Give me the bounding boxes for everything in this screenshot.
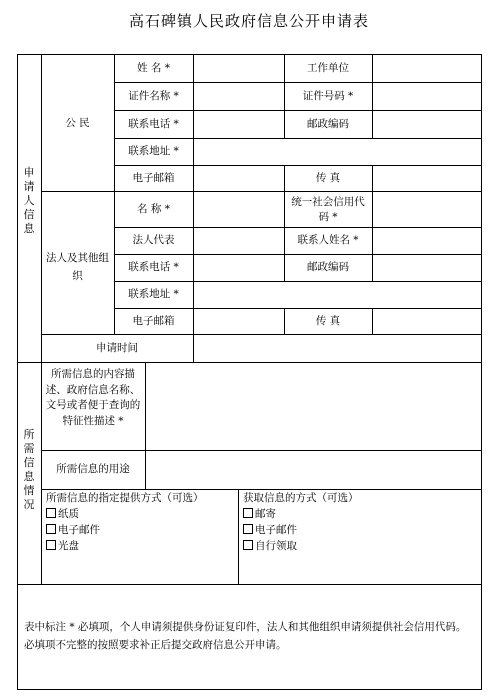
info-use-label: 所需信息的用途 xyxy=(56,463,130,475)
info-description-label: 所需信息的内容描述、政府信息名称、文号或者便于查询的特征性描述 * xyxy=(45,368,141,427)
org-phone-label: 联系电话 * xyxy=(128,261,179,273)
provide-option-email[interactable]: 电子邮件 xyxy=(46,524,100,537)
org-credit-code-label: 统一社会信用代码 * xyxy=(291,196,365,223)
checkbox[interactable] xyxy=(46,508,56,518)
citizen-fax-label: 传 真 xyxy=(315,172,341,184)
page-title: 高石碑镇人民政府信息公开申请表 xyxy=(128,12,369,30)
obtain-method-label: 获取信息的方式（可选） xyxy=(243,492,359,504)
citizen-postcode-label: 邮政编码 xyxy=(307,118,349,130)
citizen-id-number-label: 证件号码 * xyxy=(302,90,354,102)
org-contact-name-label: 联系人姓名 * xyxy=(297,234,359,246)
org-email-label: 电子邮箱 xyxy=(132,315,175,327)
checkbox[interactable] xyxy=(243,524,253,534)
citizen-id-type-label: 证件名称 * xyxy=(128,90,179,102)
org-label: 法人及其他组织 xyxy=(46,252,109,282)
info-section-label: 所需信息情况 xyxy=(23,428,35,511)
provide-option-disc[interactable]: 光盘 xyxy=(46,540,79,553)
obtain-option-pickup[interactable]: 自行领取 xyxy=(243,540,297,553)
checkbox[interactable] xyxy=(243,540,253,550)
citizen-name-label: 姓 名 * xyxy=(137,62,170,74)
provide-option-paper[interactable]: 纸质 xyxy=(46,508,79,521)
apply-time-label: 申请时间 xyxy=(96,342,138,354)
org-fax-label: 传 真 xyxy=(315,315,341,327)
application-form xyxy=(17,54,482,690)
org-address-label: 联系地址 * xyxy=(128,288,179,300)
checkbox[interactable] xyxy=(243,508,253,518)
org-legal-rep-label: 法人代表 xyxy=(132,234,175,246)
citizen-email-label: 电子邮箱 xyxy=(132,172,175,184)
applicant-section-label: 申请人信息 xyxy=(23,166,35,235)
obtain-option-email[interactable]: 电子邮件 xyxy=(243,524,297,537)
form-note: 表中标注 * 必填项，个人申请须提供身份证复印件，法人和其他组织申请须提供社会信用代码。必填项不完整的按照要求补正后提交政府信息公开申请。 xyxy=(24,621,467,651)
org-name-label: 名 称 * xyxy=(137,203,170,215)
org-postcode-label: 邮政编码 xyxy=(307,261,349,273)
checkbox[interactable] xyxy=(46,540,56,550)
checkbox[interactable] xyxy=(46,524,56,534)
obtain-option-mail[interactable]: 邮寄 xyxy=(243,508,276,521)
provide-method-label: 所需信息的指定提供方式（可选） xyxy=(46,492,204,504)
citizen-address-label: 联系地址 * xyxy=(128,145,179,157)
citizen-phone-label: 联系电话 * xyxy=(128,118,179,130)
citizen-label: 公 民 xyxy=(65,117,90,129)
citizen-work-unit-label: 工作单位 xyxy=(307,62,349,74)
